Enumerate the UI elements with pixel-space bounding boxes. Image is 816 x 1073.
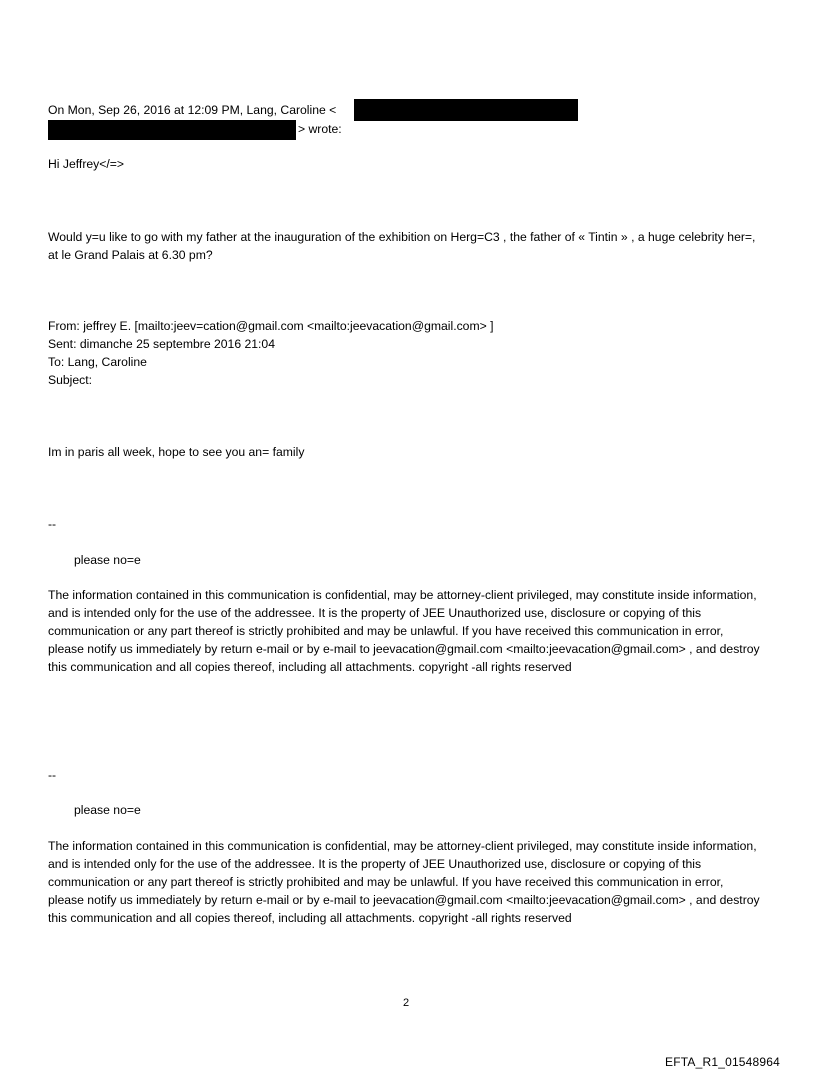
signature-separator: -- (48, 768, 57, 782)
signature-note: please no=e (74, 803, 141, 817)
signature-note: please no=e (74, 553, 141, 567)
document-id: EFTA_R1_01548964 (665, 1055, 781, 1069)
greeting: Hi Jeffrey</=> (48, 157, 124, 171)
reply-header-line-2: > wrote: (298, 122, 342, 136)
confidentiality-disclaimer: The information contained in this communication is confidential, may be attorney-client privileged, may constitute inside information, and is intended only for the use of the addressee. It is the property of JEE Unauthorized use, disclosure or copying of this communication or any part thereof is strictly prohibited and may be unlawful. If you have received this communication in error, please notify us immediately by return e-mail or by e-mail to jeevacation@gmail.com <mailto:jeevacation@gmail.com> , and destroy this communication and all copies thereof, including all attachments. copyright -all rights reserved (48, 839, 760, 925)
signature-separator: -- (48, 517, 57, 531)
redaction-email-box (354, 99, 578, 121)
page-number: 2 (403, 997, 410, 1009)
quoted-subject-line: Subject: (48, 373, 93, 387)
quoted-sent-line: Sent: dimanche 25 septembre 2016 21:04 (48, 337, 275, 351)
reply-header-line-1: On Mon, Sep 26, 2016 at 12:09 PM, Lang, Caroline < (48, 103, 337, 117)
confidentiality-disclaimer: The information contained in this communication is confidential, may be attorney-client privileged, may constitute inside information, and is intended only for the use of the addressee. It is the property of JEE Unauthorized use, disclosure or copying of this communication or any part thereof is strictly prohibited and may be unlawful. If you have received this communication in error, please notify us immediately by return e-mail or by e-mail to jeevacation@gmail.com <mailto:jeevacation@gmail.com> , and destroy this communication and all copies thereof, including all attachments. copyright -all rights reserved (48, 588, 760, 674)
original-message-text: Im in paris all week, hope to see you an= family (48, 445, 305, 459)
invitation-paragraph: Would y=u like to go with my father at the inauguration of the exhibition on Herg=C3 , the father of « Tintin » , a huge celebrity her=, at le Grand Palais at 6.30 pm? (48, 230, 756, 262)
redaction-email-box-continued (48, 120, 296, 140)
quoted-from-line: From: jeffrey E. [mailto:jeev=cation@gmail.com <mailto:jeevacation@gmail.com> ] (48, 319, 494, 333)
quoted-to-line: To: Lang, Caroline (48, 355, 147, 369)
